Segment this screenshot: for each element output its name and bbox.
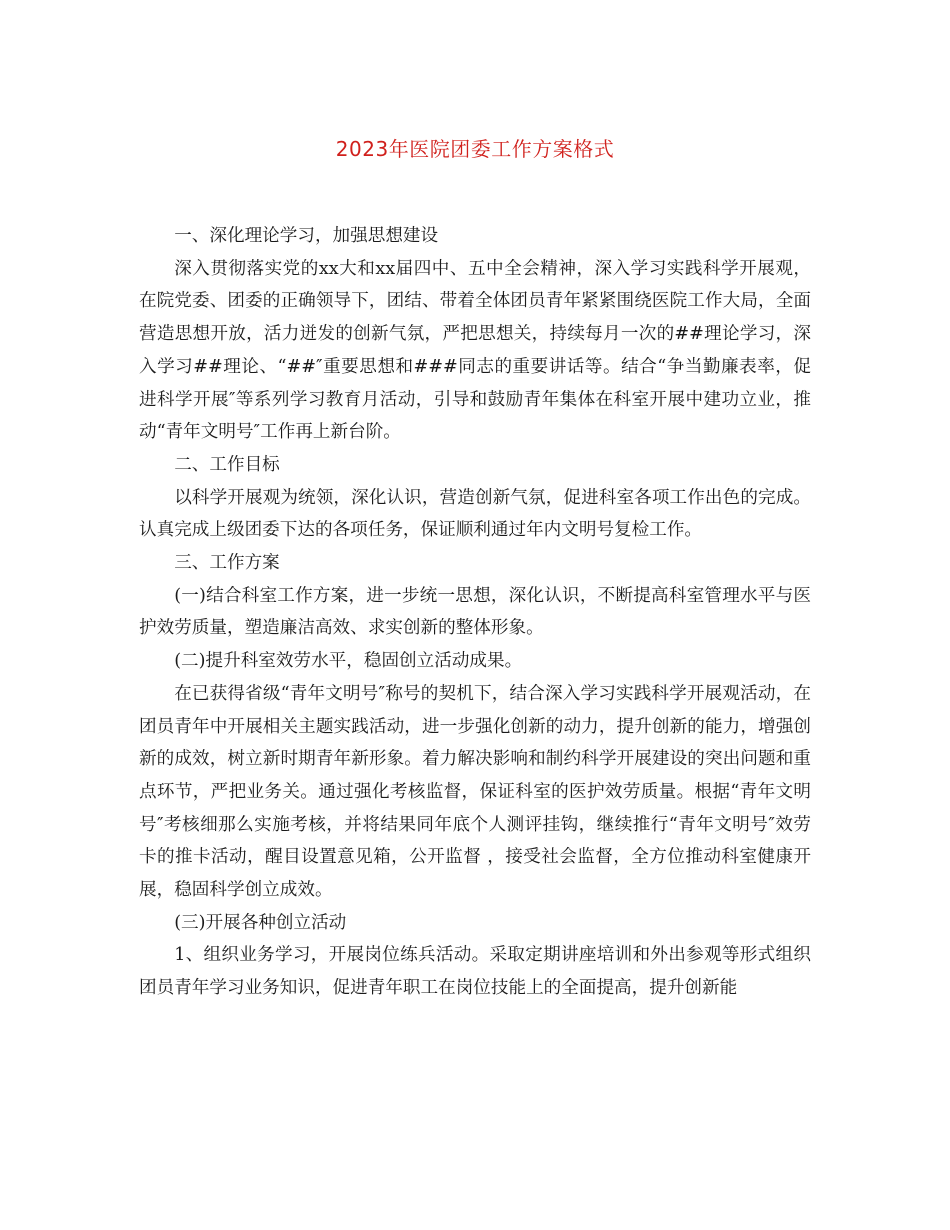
document-title: 2023年医院团委工作方案格式 xyxy=(335,137,615,161)
body-paragraph: 以科学开展观为统领，深化认识，营造创新气氛，促进科室各项工作出色的完成。认真完成上级团委下达的各项任务，保证顺利通过年内文明号复检工作。 xyxy=(139,487,811,541)
subsection-heading: (三)开展各种创立活动 xyxy=(174,912,347,933)
body-paragraph: 深入贯彻落实党的xx大和xx届四中、五中全会精神，深入学习实践科学开展观，在院党委、团委的正确领导下，团结、带着全体团员青年紧紧围绕医院工作大局，全面营造思想开放，活力迸发的创新气氛，严把思想关，持续每月一次的##理论学习，深入学习##理论、“##″重要思想和###同志的重要讲话等。结合“争当勤廉表率，促进科学开展″等系列学习教育月活动，引导和鼓励青年集体在科室开展中建功立业，推动“青年文明号″工作再上新台阶。 xyxy=(139,258,811,443)
body-paragraph: (一)结合科室工作方案，进一步统一思想，深化认识，不断提高科室管理水平与医护效劳质量，塑造廉洁高效、求实创新的整体形象。 xyxy=(139,585,811,639)
document-body xyxy=(139,220,811,1005)
section-heading-2: 二、工作目标 xyxy=(174,454,280,475)
body-paragraph: 1、组织业务学习，开展岗位练兵活动。采取定期讲座培训和外出参观等形式组织团员青年学习业务知识，促进青年职工在岗位技能上的全面提高，提升创新能 xyxy=(139,945,811,999)
subsection-heading: (二)提升科室效劳水平，稳固创立活动成果。 xyxy=(174,651,523,672)
section-heading-1: 一、深化理论学习，加强思想建设 xyxy=(174,226,439,246)
body-paragraph: 在已获得省级“青年文明号″称号的契机下，结合深入学习实践科学开展观活动，在团员青年中开展相关主题实践活动，进一步强化创新的动力，提升创新的能力，增强创新的成效，树立新时期青年新形象。着力解决影响和制约科学开展建设的突出问题和重点环节，严把业务关。通过强化考核监督，保证科室的医护效劳质量。根据“青年文明号″考核细那么实施考核，并将结果同年底个人测评挂钩，继续推行“青年文明号″效劳卡的推卡活动，醒目设置意见箱，公开监督 ，接受社会监督，全方位推动科室健康开展，稳固科学创立成效。 xyxy=(139,683,811,901)
section-heading-3: 三、工作方案 xyxy=(174,553,280,574)
